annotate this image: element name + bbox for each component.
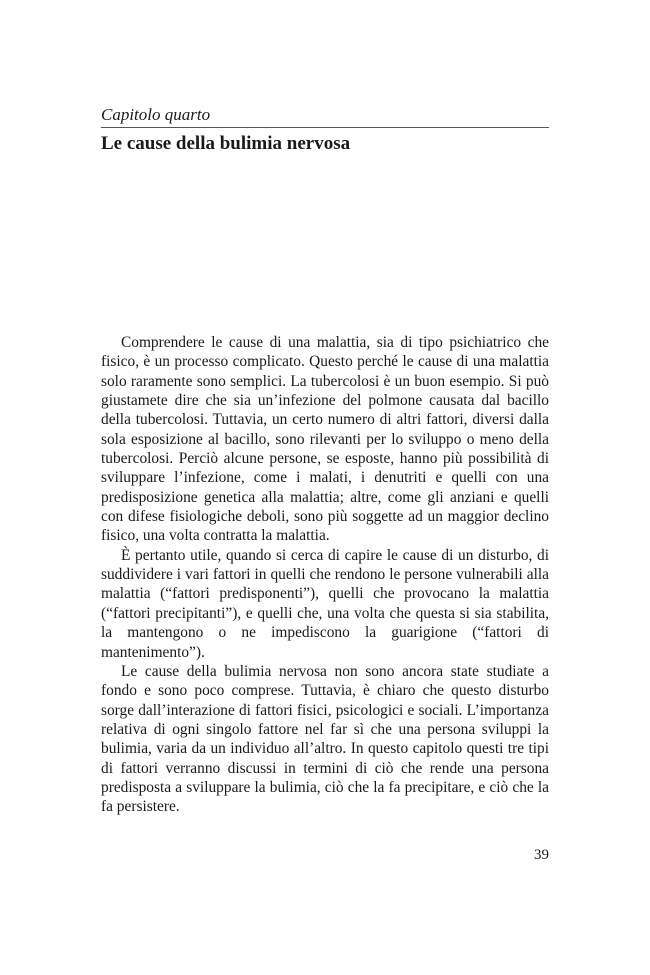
- body-text: [101, 333, 549, 817]
- chapter-header: [101, 105, 549, 156]
- paragraph-1: Comprendere le cause di una malattia, sia di tipo psichiatrico che fisico, è un processo complicato. Questo perché le cause di una malattia solo raramente sono semplici. La tubercolosi è un buon esempio. Si può giustamete dire che sia un’infezione del polmone causata dal bacillo della tubercolosi. Tuttavia, un certo numero di altri fattori, diversi dalla sola esposizione al bacillo, sono rilevanti per lo sviluppo o meno della tubercolosi. Perciò alcune persone, se esposte, hanno più possibilità di sviluppare l’infezione, come i malati, i denutriti e quelli con una predisposizione genetica alla malattia; altre, come gli anziani e quelli con difese fisiologiche deboli, sono più soggette ad un maggior declino fisico, una volta contratta la malattia.: [101, 334, 549, 545]
- page-number: 39: [534, 847, 549, 863]
- paragraph-2: È pertanto utile, quando si cerca di capire le cause di un disturbo, di suddividere i vari fattori in quelli che rendono le persone vulnerabili alla malattia (“fattori predisponenti”), quelli che provocano la malattia (“fattori precipitanti”), e quelli che, una volta che questa si sia stabilita, la mantengono o ne impediscono la guarigione (“fattori di mantenimento”).: [101, 546, 549, 661]
- paragraph-3: Le cause della bulimia nervosa non sono ancora state studiate a fondo e sono poco comprese. Tuttavia, è chiaro che questo disturbo sorge dall’interazione di fattori fisici, psicologici e sociali. L’importanza relativa di ogni singolo fattore nel far sì che una persona sviluppi la bulimia, varia da un individuo all’altro. In questo capitolo questi tre tipi di fattori verranno discussi in termini di ciò che rende una persona predisposta a sviluppare la bulimia, ciò che la fa precipitare, e ciò che la fa persistere.: [101, 662, 549, 816]
- chapter-label: Capitolo quarto: [101, 105, 549, 128]
- chapter-title: Le cause della bulimia nervosa: [101, 133, 351, 154]
